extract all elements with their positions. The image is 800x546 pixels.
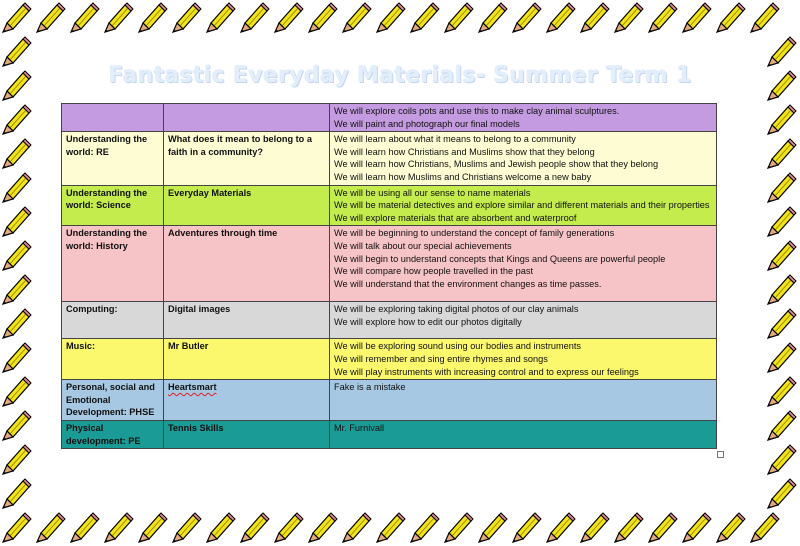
table-row xyxy=(62,104,717,132)
topic-label: Heartsmart xyxy=(168,382,217,393)
objectives-cell xyxy=(330,339,717,380)
pencil-icon xyxy=(578,0,612,34)
subject-cell xyxy=(62,104,164,132)
pencil-icon xyxy=(748,0,782,34)
topic-cell: What does it mean to belong to a faith in a community? xyxy=(164,132,330,185)
subject-cell: Physical development: PE xyxy=(62,420,164,448)
pencil-icon xyxy=(680,0,714,34)
pencil-icon xyxy=(0,306,34,340)
subject-cell: Music: xyxy=(62,339,164,380)
pencil-icon xyxy=(765,170,799,204)
table-row xyxy=(62,132,717,185)
table-row xyxy=(62,302,717,339)
objective-line: We will play instruments with increasing control and to express our feelings xyxy=(334,366,639,377)
objective-line: We will learn how Christians and Muslims show that they belong xyxy=(334,146,595,157)
topic-cell: Adventures through time xyxy=(164,226,330,302)
topic-cell: Digital images xyxy=(164,302,330,339)
objective-line: We will be beginning to understand the concept of family generations xyxy=(334,228,615,239)
objective-line: We will understand that the environment changes as time passes. xyxy=(334,278,602,289)
objective-line: We will explore materials that are absorbent and waterproof xyxy=(334,212,577,223)
objectives-cell xyxy=(330,185,717,226)
table-row xyxy=(62,226,717,302)
pencil-icon xyxy=(714,510,748,544)
pencil-icon xyxy=(238,510,272,544)
pencil-icon xyxy=(34,0,68,34)
pencil-icon xyxy=(765,306,799,340)
objective-line: We will be using all our sense to name materials xyxy=(334,187,531,198)
pencil-icon xyxy=(136,0,170,34)
pencil-icon xyxy=(612,0,646,34)
pencil-icon xyxy=(0,0,34,34)
objective-line: We will talk about our special achievements xyxy=(334,240,512,251)
pencil-icon xyxy=(34,510,68,544)
pencil-icon xyxy=(68,0,102,34)
pencil-icon xyxy=(578,510,612,544)
pencil-icon xyxy=(442,0,476,34)
pencil-icon xyxy=(204,510,238,544)
objectives-cell xyxy=(330,302,717,339)
pencil-icon xyxy=(646,0,680,34)
pencil-icon xyxy=(408,510,442,544)
pencil-icon xyxy=(544,0,578,34)
objective-line: We will begin to understand concepts that Kings and Queens are powerful people xyxy=(334,253,666,264)
pencil-icon xyxy=(0,442,34,476)
table-row xyxy=(62,185,717,226)
objective-line: Mr. Furnivall xyxy=(334,422,385,433)
subject-cell: Understanding the world: Science xyxy=(62,185,164,226)
objective-line: We will paint and photograph our final models xyxy=(334,118,520,129)
pencil-icon xyxy=(612,510,646,544)
objectives-cell xyxy=(330,226,717,302)
objective-line: We will learn how Christians, Muslims and Jewish people show that they belong xyxy=(334,159,659,170)
objective-line: We will compare how people travelled in the past xyxy=(334,266,533,277)
objective-line: We will be exploring sound using our bodies and instruments xyxy=(334,341,582,352)
pencil-icon xyxy=(0,374,34,408)
pencil-icon xyxy=(68,510,102,544)
objectives-cell xyxy=(330,420,717,448)
topic-cell xyxy=(164,380,330,421)
pencil-icon xyxy=(510,0,544,34)
pencil-icon xyxy=(136,510,170,544)
objective-line: We will explore coils pots and use this to make clay animal sculptures. xyxy=(334,106,620,116)
pencil-icon xyxy=(765,204,799,238)
table-row xyxy=(62,420,717,448)
topic-cell: Tennis Skills xyxy=(164,420,330,448)
objectives-cell xyxy=(330,380,717,421)
pencil-icon xyxy=(0,136,34,170)
subject-cell: Understanding the world: History xyxy=(62,226,164,302)
pencil-icon xyxy=(0,408,34,442)
pencil-icon xyxy=(238,0,272,34)
topic-cell xyxy=(164,104,330,132)
pencil-icon xyxy=(170,510,204,544)
border-left xyxy=(0,34,34,510)
subject-cell: Understanding the world: RE xyxy=(62,132,164,185)
objectives-cell xyxy=(330,104,717,132)
pencil-icon xyxy=(765,136,799,170)
pencil-icon xyxy=(0,170,34,204)
pencil-icon xyxy=(765,476,799,510)
page-title: Fantastic Everyday Materials- Summer Term 1 xyxy=(108,63,692,88)
pencil-icon xyxy=(765,238,799,272)
table-row xyxy=(62,380,717,421)
curriculum-table xyxy=(61,103,717,449)
border-right xyxy=(765,34,799,510)
pencil-icon xyxy=(765,374,799,408)
objective-line: We will learn how Muslims and Christians welcome a new baby xyxy=(334,171,592,182)
pencil-icon xyxy=(765,442,799,476)
objective-line: Fake is a mistake xyxy=(334,382,406,393)
pencil-icon xyxy=(170,0,204,34)
pencil-icon xyxy=(0,204,34,238)
pencil-icon xyxy=(272,510,306,544)
pencil-icon xyxy=(765,408,799,442)
pencil-icon xyxy=(306,0,340,34)
pencil-icon xyxy=(646,510,680,544)
pencil-icon xyxy=(0,476,34,510)
objective-line: We will be material detectives and explore similar and different materials and their properties xyxy=(334,200,710,211)
table-resize-handle[interactable] xyxy=(717,451,724,458)
pencil-icon xyxy=(374,0,408,34)
objective-line: We will be exploring taking digital photos of our clay animals xyxy=(334,304,579,315)
pencil-icon xyxy=(0,238,34,272)
pencil-icon xyxy=(680,510,714,544)
pencil-icon xyxy=(0,510,34,544)
subject-cell: Personal, social and Emotional Development: PHSE xyxy=(62,380,164,421)
pencil-icon xyxy=(476,0,510,34)
objective-line: We will learn about what it means to belong to a community xyxy=(334,134,576,145)
pencil-icon xyxy=(204,0,238,34)
pencil-icon xyxy=(102,0,136,34)
objective-line: We will remember and sing entire rhymes and songs xyxy=(334,353,548,364)
pencil-icon xyxy=(0,340,34,374)
topic-cell: Mr Butler xyxy=(164,339,330,380)
pencil-icon xyxy=(340,510,374,544)
subject-cell: Computing: xyxy=(62,302,164,339)
pencil-icon xyxy=(765,272,799,306)
topic-cell: Everyday Materials xyxy=(164,185,330,226)
objectives-cell xyxy=(330,132,717,185)
pencil-icon xyxy=(714,0,748,34)
table-row xyxy=(62,339,717,380)
pencil-icon xyxy=(0,102,34,136)
pencil-icon xyxy=(510,510,544,544)
pencil-icon xyxy=(374,510,408,544)
border-bottom xyxy=(0,510,782,544)
pencil-icon xyxy=(272,0,306,34)
pencil-icon xyxy=(765,102,799,136)
pencil-icon xyxy=(306,510,340,544)
pencil-icon xyxy=(748,510,782,544)
pencil-icon xyxy=(544,510,578,544)
pencil-icon xyxy=(442,510,476,544)
pencil-icon xyxy=(476,510,510,544)
border-top xyxy=(0,0,782,34)
pencil-icon xyxy=(102,510,136,544)
objective-line: We will explore how to edit our photos digitally xyxy=(334,316,522,327)
pencil-icon xyxy=(0,272,34,306)
pencil-icon xyxy=(340,0,374,34)
pencil-icon xyxy=(765,340,799,374)
pencil-icon xyxy=(408,0,442,34)
